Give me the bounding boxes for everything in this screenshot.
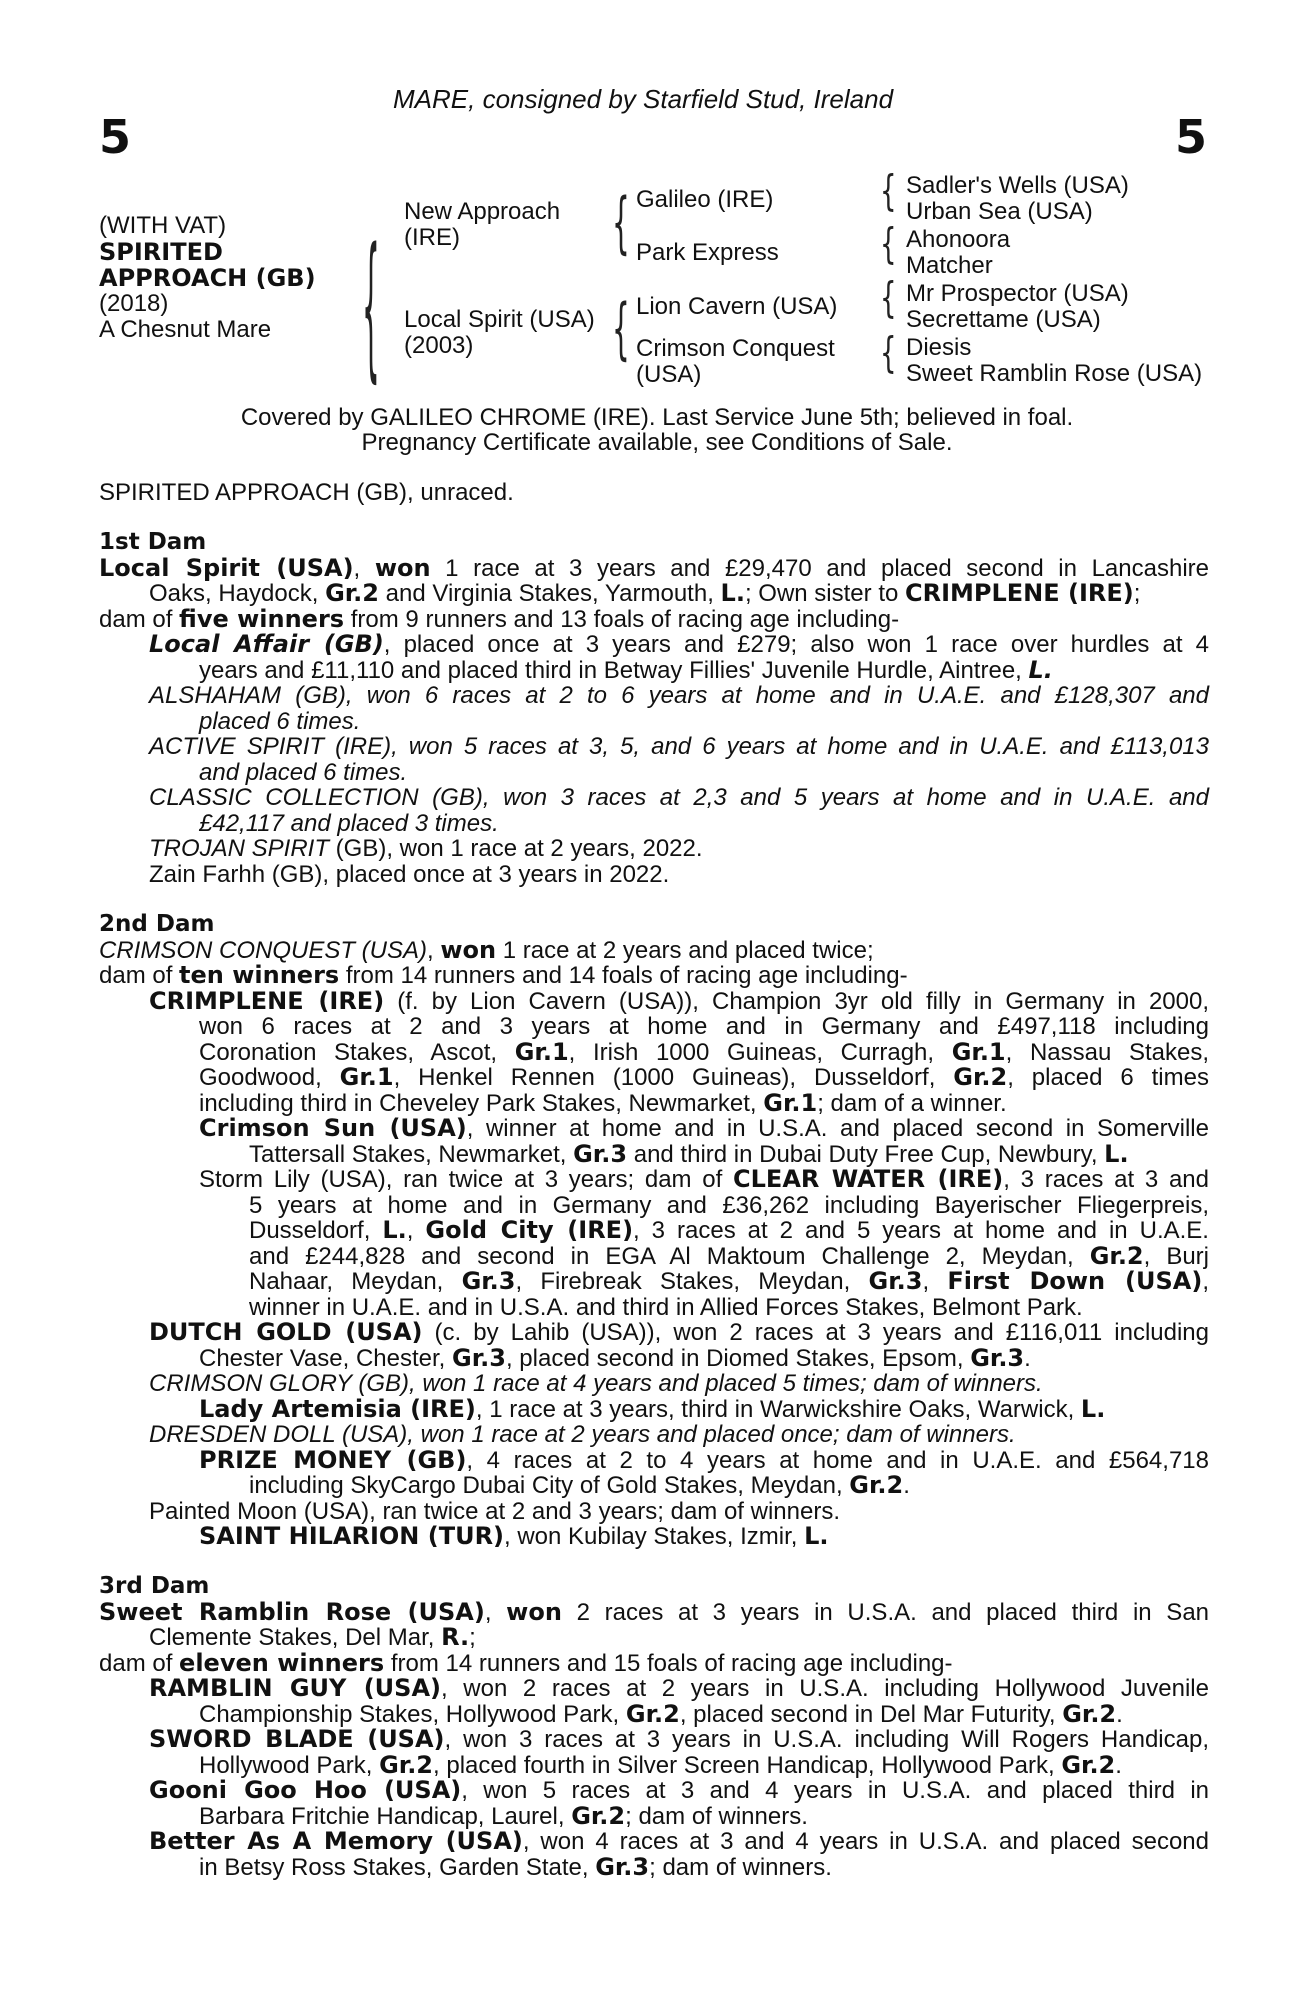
- text-segment: Oaks, Haydock,: [149, 580, 326, 607]
- pedigree-brace-g3: {: [880, 275, 897, 323]
- first-dam-line: CLASSIC COLLECTION (GB), won 3 races at 2,3 and 5 years at home and in U.A.E. and: [149, 784, 1209, 811]
- second-dam-line: [99, 1320, 1209, 1346]
- third-dam-line: [99, 1625, 1209, 1651]
- text-segment: including SkyCargo Dubai City of Gold Stakes, Meydan,: [249, 1472, 850, 1499]
- grade-text: R.: [441, 1623, 470, 1651]
- text-segment: , won 3 races at 3 years in U.S.A. including Will Rogers Handicap,: [444, 1726, 1209, 1753]
- text-segment: (c. by Lahib (USA)), won 2 races at 3 years and £116,011 including: [422, 1319, 1209, 1346]
- second-dam-line: Painted Moon (USA), ran twice at 2 and 3 years; dam of winners.: [149, 1497, 840, 1525]
- horse-name-text: SAINT HILARION (TUR): [199, 1522, 505, 1550]
- text-segment: Coronation Stakes, Ascot,: [199, 1038, 515, 1066]
- text-segment: (f. by Lion Cavern (USA)), Champion 3yr old filly in Germany in 2000,: [384, 987, 1209, 1015]
- text-segment: , 1 race at 3 years, third in Warwickshire Oaks, Warwick,: [475, 1395, 1081, 1423]
- text-segment: , winner at home and in U.S.A. and placed second in Somerville: [466, 1115, 1209, 1142]
- text-segment: in Betsy Ross Stakes, Garden State,: [199, 1853, 596, 1881]
- grade-text: L.: [1104, 1139, 1129, 1168]
- text-segment: ; dam of winners.: [649, 1853, 832, 1881]
- second-dam-line: CRIMSON GLORY (GB), won 1 race at 4 years and placed 5 times; dam of winners.: [149, 1370, 1043, 1397]
- text-segment: , Nassau Stakes,: [1005, 1038, 1209, 1066]
- grade-text: Gr.2: [325, 579, 379, 607]
- grade-text: Gr.2: [571, 1801, 626, 1830]
- text-segment: Dusseldorf,: [249, 1217, 383, 1244]
- grade-text: L.: [804, 1522, 829, 1550]
- third-dam-line: [99, 1801, 1209, 1830]
- text-segment: , placed second in Del Mar Futurity,: [679, 1700, 1063, 1728]
- second-dam-line: [99, 1473, 1209, 1499]
- third-dam-line: [99, 1597, 1210, 1626]
- sire-name: [404, 199, 560, 251]
- pedigree-brace-dam: {: [612, 289, 630, 369]
- horse-block: [99, 213, 316, 343]
- text-segment: dam of: [99, 962, 180, 989]
- second-dam-line: [99, 1065, 1209, 1091]
- second-dam-line: winner in U.A.E. and in U.S.A. and third in Allied Forces Stakes, Belmont Park.: [249, 1293, 1083, 1321]
- horse-name-text: RAMBLIN GUY (USA): [149, 1674, 441, 1702]
- horse-name-text: Gold City (IRE): [425, 1216, 634, 1244]
- text-segment: Championship Stakes, Hollywood Park,: [199, 1700, 626, 1728]
- second-dam-line: [99, 1269, 1209, 1295]
- third-dam-line: [99, 1852, 1209, 1881]
- dam-dam-line1: Crimson Conquest: [636, 335, 835, 362]
- lot-number-right: 5: [1175, 110, 1208, 164]
- text-segment: including third in Cheveley Park Stakes, Newmarket,: [199, 1089, 764, 1117]
- pedigree-brace-sire: {: [612, 183, 630, 263]
- third-dam-line: [99, 1699, 1209, 1728]
- grade-text: Gr.1: [339, 1063, 394, 1091]
- text-segment: , placed second in Diomed Stakes, Epsom,: [505, 1344, 971, 1372]
- text-segment: and third in Dubai Duty Free Cup, Newbury,: [627, 1140, 1105, 1168]
- first-dam-heading: 1st Dam: [99, 529, 207, 555]
- grade-text: L.: [1080, 1394, 1106, 1423]
- text-segment: 2 races at 3 years in U.S.A. and placed third in San: [561, 1598, 1210, 1626]
- grade-text: Gr.3: [573, 1139, 628, 1168]
- text-segment: Storm Lily (USA), ran twice at 3 years; dam of: [199, 1166, 734, 1193]
- third-dam-line: [99, 1676, 1209, 1702]
- second-dam-line: won 6 races at 2 and 3 years at home and in Germany and £497,118 including: [199, 1013, 1209, 1040]
- dam-name-text: Local Spirit (USA): [99, 553, 354, 582]
- text-segment: .: [903, 1472, 910, 1499]
- horse-name-line2: APPROACH (GB): [99, 264, 316, 292]
- grade-text: Gr.2: [1089, 1241, 1144, 1270]
- horse-name-text: CRIMPLENE (IRE): [149, 986, 385, 1015]
- third-dam-line: [99, 1750, 1209, 1779]
- grade-text: Gr.2: [379, 1750, 434, 1779]
- text-segment: from 14 runners and 14 foals of racing age including-: [339, 962, 908, 989]
- second-dam-line: [99, 1524, 1209, 1550]
- text-segment: Goodwood,: [199, 1064, 340, 1091]
- text-segment: ,: [353, 554, 375, 582]
- foaling-year: (2018): [99, 290, 169, 317]
- ped-gen3-c: Ahonoora: [906, 226, 1011, 253]
- second-dam-line: [99, 1445, 1209, 1474]
- text-segment: .: [1115, 1751, 1122, 1779]
- text-segment: ; dam of a winner.: [817, 1089, 1007, 1117]
- dam-dam: [636, 336, 835, 388]
- text-segment: dam of: [99, 1649, 180, 1677]
- dam-line1: Local Spirit (USA): [404, 306, 595, 333]
- first-dam-line: [99, 581, 1209, 607]
- third-dam-section: [99, 1574, 1209, 1880]
- dam-name-text: CRIMSON CONQUEST (USA): [99, 936, 428, 964]
- second-dam-line: [99, 1037, 1209, 1066]
- text-segment: from 9 runners and 13 foals of racing age including-: [344, 605, 900, 633]
- dam-dam-line2: (USA): [636, 361, 702, 388]
- first-dam-line: ACTIVE SPIRIT (IRE), won 5 races at 3, 5, and 6 years at home and in U.A.E. and £113,013: [149, 733, 1209, 760]
- second-dam-line: [99, 1218, 1209, 1244]
- horse-name-text: Better As A Memory (USA): [149, 1827, 523, 1855]
- text-segment: , 3 races at 2 and 5 years at home and in U.A.E.: [633, 1217, 1209, 1244]
- third-dam-line: [99, 1648, 1209, 1677]
- ped-gen3-g: Diesis: [906, 334, 972, 361]
- ped-gen3-b: Urban Sea (USA): [906, 198, 1093, 225]
- text-segment: won: [374, 553, 431, 582]
- text-segment: and £244,828 and second in EGA Al Maktoum Challenge 2, Meydan,: [249, 1242, 1090, 1270]
- vat-note: (WITH VAT): [99, 212, 227, 239]
- text-segment: ;: [1133, 580, 1141, 607]
- text-segment: won: [506, 1597, 562, 1626]
- text-segment: ; dam of winners.: [625, 1802, 808, 1830]
- text-segment: ten winners: [179, 961, 340, 989]
- text-segment: ,: [406, 1217, 426, 1244]
- covered-line1: Covered by GALILEO CHROME (IRE). Last Service June 5th; believed in foal.: [240, 404, 1074, 431]
- third-dam-line: [99, 1778, 1209, 1804]
- text-segment: , won 5 races at 3 and 4 years in U.S.A. and placed third in: [461, 1777, 1210, 1804]
- grade-text: Gr.2: [953, 1063, 1008, 1091]
- lot-number-left: 5: [99, 110, 132, 164]
- text-segment: Chester Vase, Chester,: [199, 1344, 453, 1372]
- second-dam-line: [99, 1116, 1209, 1142]
- dam-sire: Lion Cavern (USA): [636, 293, 838, 320]
- first-dam-line: Zain Farhh (GB), placed once at 3 years in 2022.: [149, 860, 670, 888]
- text-segment: 1 race at 2 years and placed twice;: [496, 936, 874, 964]
- third-dam-heading: 3rd Dam: [99, 1573, 210, 1599]
- second-dam-section: [99, 912, 1209, 1550]
- text-segment: , Burj: [1143, 1242, 1210, 1270]
- second-dam-heading: 2nd Dam: [99, 911, 215, 937]
- horse-name-text: TROJAN SPIRIT: [149, 835, 330, 862]
- sire-dam: Park Express: [636, 239, 779, 266]
- third-dam-line: [99, 1727, 1209, 1753]
- text-segment: Clemente Stakes, Del Mar,: [149, 1624, 442, 1651]
- text-segment: dam of: [99, 605, 180, 633]
- first-dam-line: £42,117 and placed 3 times.: [199, 809, 499, 837]
- second-dam-line: [99, 1343, 1209, 1372]
- second-dam-line: [99, 1139, 1209, 1168]
- grade-text: Gr.3: [970, 1343, 1025, 1372]
- text-segment: ,: [484, 1598, 507, 1626]
- grade-text: Gr.2: [1061, 1750, 1116, 1779]
- first-dam-line: [99, 632, 1209, 658]
- text-segment: 1 race at 3 years and £29,470 and placed second in Lancashire: [430, 554, 1209, 582]
- first-dam-line: placed 6 times.: [199, 707, 361, 735]
- grade-text: L.: [1028, 655, 1053, 684]
- covered-line2: Pregnancy Certificate available, see Conditions of Sale.: [361, 429, 953, 456]
- text-segment: ; Own sister to: [744, 580, 905, 607]
- first-dam-line: [99, 553, 1209, 582]
- text-segment: , 3 races at 3 and: [1003, 1166, 1209, 1193]
- sire-line1: New Approach: [404, 198, 561, 225]
- text-segment: ,: [1202, 1268, 1209, 1295]
- second-dam-line: DRESDEN DOLL (USA), won 1 race at 2 years and placed once; dam of winners.: [149, 1421, 1016, 1448]
- horse-name-text: Local Affair (GB): [149, 630, 384, 658]
- grade-text: Gr.2: [1062, 1699, 1117, 1728]
- grade-text: L.: [720, 579, 745, 607]
- horse-name-text: DUTCH GOLD (USA): [149, 1318, 423, 1346]
- grade-text: Gr.1: [514, 1037, 569, 1066]
- sire-line2: (IRE): [404, 224, 460, 251]
- horse-description: A Chesnut Mare: [99, 316, 272, 343]
- grade-text: Gr.3: [868, 1267, 923, 1295]
- text-segment: , placed 6 times: [1007, 1064, 1209, 1091]
- horse-name-text: Gooni Goo Hoo (USA): [149, 1776, 462, 1804]
- text-segment: won: [440, 935, 497, 964]
- text-segment: , won 2 races at 2 years in U.S.A. including Hollywood Juvenile: [440, 1675, 1209, 1702]
- second-dam-line: [99, 1394, 1209, 1423]
- text-segment: Barbara Fritchie Handicap, Laurel,: [199, 1802, 572, 1830]
- consignor-header: MARE, consigned by Starfield Stud, Ireland: [393, 84, 894, 114]
- first-dam-line: [99, 655, 1209, 684]
- text-segment: Nahaar, Meydan,: [249, 1268, 462, 1295]
- grade-text: Gr.2: [625, 1699, 680, 1728]
- pedigree-brace-g1: {: [880, 168, 897, 216]
- first-dam-section: [99, 530, 1209, 887]
- pedigree-brace-main: {: [362, 214, 380, 399]
- first-dam-line: ALSHAHAM (GB), won 6 races at 2 to 6 years at home and in U.A.E. and £128,307 and: [149, 682, 1209, 709]
- horse-name-text: First Down (USA): [947, 1267, 1203, 1295]
- ped-gen3-f: Secrettame (USA): [906, 306, 1101, 333]
- text-segment: , Irish 1000 Guineas, Curragh,: [568, 1038, 952, 1066]
- second-dam-line: [99, 1088, 1209, 1117]
- pedigree-brace-g2: {: [880, 221, 897, 269]
- first-dam-line: [99, 836, 1209, 862]
- text-segment: .: [1024, 1344, 1031, 1372]
- grade-text: L.: [382, 1216, 407, 1244]
- dam-name-text: Sweet Ramblin Rose (USA): [99, 1597, 485, 1626]
- grade-text: Gr.2: [849, 1471, 904, 1499]
- grade-text: Gr.3: [452, 1343, 506, 1372]
- text-segment: ,: [427, 936, 441, 964]
- horse-name-text: CLEAR WATER (IRE): [733, 1165, 1004, 1193]
- second-dam-line: [99, 963, 1209, 989]
- text-segment: and Virginia Stakes, Yarmouth,: [379, 580, 721, 607]
- ped-gen3-e: Mr Prospector (USA): [906, 280, 1129, 307]
- text-segment: (GB), won 1 race at 2 years, 2022.: [329, 835, 703, 862]
- text-segment: , won Kubilay Stakes, Izmir,: [504, 1523, 805, 1550]
- grade-text: Gr.3: [595, 1852, 650, 1881]
- ped-gen3-h: Sweet Ramblin Rose (USA): [906, 360, 1203, 387]
- intro-line: SPIRITED APPROACH (GB), unraced.: [99, 479, 514, 506]
- text-segment: , placed once at 3 years and £279; also won 1 race over hurdles at 4: [383, 631, 1209, 658]
- text-segment: eleven winners: [179, 1648, 385, 1677]
- text-segment: from 14 runners and 15 foals of racing age including-: [384, 1649, 953, 1677]
- horse-name-line1: SPIRITED: [99, 238, 223, 266]
- text-segment: , Henkel Rennen (1000 Guineas), Dusseldorf,: [393, 1064, 954, 1091]
- text-segment: , 4 races at 2 to 4 years at home and in U.A.E. and £564,718: [466, 1446, 1209, 1474]
- text-segment: Hollywood Park,: [199, 1751, 380, 1779]
- grade-text: Gr.3: [461, 1267, 516, 1295]
- grade-text: Gr.1: [763, 1088, 818, 1117]
- second-dam-line: 5 years at home and in Germany and £36,262 including Bayerischer Fliegerpreis,: [249, 1191, 1209, 1219]
- text-segment: , placed fourth in Silver Screen Handicap, Hollywood Park,: [433, 1751, 1062, 1779]
- text-segment: years and £11,110 and placed third in Betway Fillies' Juvenile Hurdle, Aintree,: [199, 656, 1029, 684]
- text-segment: , Firebreak Stakes, Meydan,: [515, 1268, 869, 1295]
- ped-gen3-d: Matcher: [906, 252, 993, 279]
- text-segment: ,: [922, 1268, 948, 1295]
- first-dam-line: and placed 6 times.: [199, 758, 408, 786]
- horse-name-text: PRIZE MONEY (GB): [199, 1445, 467, 1474]
- second-dam-line: [99, 935, 1209, 964]
- first-dam-line: [99, 604, 1209, 633]
- second-dam-line: [99, 1241, 1210, 1270]
- dam-line2: (2003): [404, 332, 474, 359]
- text-segment: Tattersall Stakes, Newmarket,: [249, 1140, 574, 1168]
- text-segment: five winners: [179, 604, 345, 633]
- horse-name-text: CRIMPLENE (IRE): [905, 579, 1134, 607]
- dam-name: [404, 307, 595, 359]
- horse-name-text: Crimson Sun (USA): [199, 1114, 467, 1142]
- text-segment: ;: [469, 1624, 476, 1651]
- ped-gen3-a: Sadler's Wells (USA): [906, 172, 1129, 199]
- second-dam-line: [99, 1167, 1209, 1193]
- pedigree-brace-g4: {: [880, 330, 897, 378]
- third-dam-line: [99, 1829, 1209, 1855]
- second-dam-line: [99, 986, 1209, 1015]
- horse-name-text: SWORD BLADE (USA): [149, 1725, 445, 1753]
- horse-name-text: Lady Artemisia (IRE): [199, 1394, 476, 1423]
- text-segment: , won 4 races at 3 and 4 years in U.S.A. and placed second: [522, 1828, 1209, 1855]
- grade-text: Gr.1: [951, 1037, 1006, 1066]
- text-segment: .: [1116, 1700, 1123, 1728]
- sire-sire: Galileo (IRE): [636, 186, 774, 213]
